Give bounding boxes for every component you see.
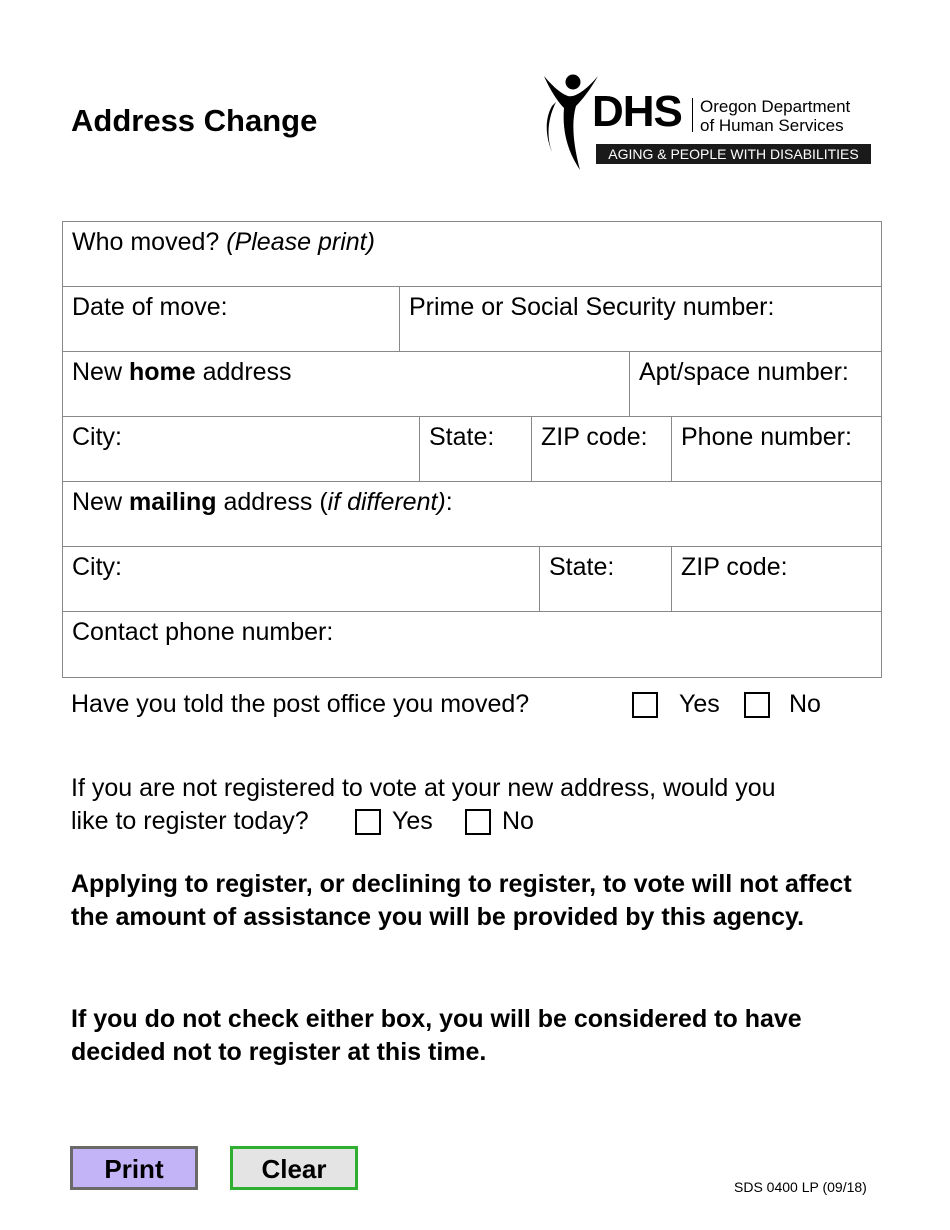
form-id: SDS 0400 LP (09/18): [734, 1179, 867, 1195]
mail-city-label: City:: [72, 553, 122, 581]
who-moved-field[interactable]: [63, 222, 881, 286]
voter-yes-label: Yes: [392, 807, 433, 835]
home-address-suffix: address: [202, 358, 292, 386]
mail-state-field[interactable]: [539, 547, 671, 611]
form-row-home-city: [63, 417, 881, 482]
form-row-home-address: [63, 352, 881, 417]
prime-ssn-label: Prime or Social Security number:: [409, 293, 775, 321]
clear-button[interactable]: Clear: [230, 1146, 358, 1190]
home-address-field[interactable]: [63, 352, 629, 416]
home-state-label: State:: [429, 423, 495, 451]
mailing-suffix: :: [445, 488, 453, 516]
mailing-prefix: New: [72, 488, 123, 516]
home-phone-label: Phone number:: [681, 423, 852, 451]
mailing-middle: address (: [223, 488, 328, 516]
mail-zip-label: ZIP code:: [681, 553, 788, 581]
prime-ssn-field[interactable]: [399, 287, 881, 351]
date-of-move-field[interactable]: [63, 287, 399, 351]
form-row-who-moved: [63, 222, 881, 287]
form-row-mailing-address: [63, 482, 881, 547]
logo-abbreviation: DHS: [592, 87, 682, 136]
home-state-field[interactable]: [419, 417, 531, 481]
form-row-contact-phone: [63, 612, 881, 677]
mailing-address-field[interactable]: [63, 482, 881, 546]
home-city-field[interactable]: [63, 417, 419, 481]
post-office-yes-checkbox[interactable]: [632, 692, 658, 718]
voter-no-checkbox[interactable]: [465, 809, 491, 835]
mail-zip-field[interactable]: [671, 547, 881, 611]
mailing-bold: mailing: [128, 488, 217, 516]
date-of-move-label: Date of move:: [72, 293, 228, 321]
mail-state-label: State:: [549, 553, 615, 581]
voter-question-line2: like to register today?: [71, 807, 309, 835]
apt-space-field[interactable]: [629, 352, 881, 416]
form-row-mail-city: [63, 547, 881, 612]
home-zip-field[interactable]: [531, 417, 671, 481]
voter-notice-no-check: If you do not check either box, you will be considered to have decided not to register at this time.: [71, 1005, 802, 1066]
person-figure-icon: [540, 72, 600, 172]
contact-phone-label: Contact phone number:: [72, 618, 334, 646]
who-moved-label: Who moved?: [72, 228, 220, 256]
home-phone-field[interactable]: [671, 417, 881, 481]
logo-divider: [692, 98, 693, 132]
home-address-prefix: New: [72, 358, 123, 386]
voter-notice-assistance: Applying to register, or declining to register, to vote will not affect the amount of assistance you will be provided by this agency.: [71, 870, 852, 931]
form-row-date-ssn: [63, 287, 881, 352]
mail-city-field[interactable]: [63, 547, 539, 611]
voter-no-label: No: [502, 807, 534, 835]
page-title: Address Change: [71, 103, 318, 138]
dhs-logo: [540, 72, 880, 172]
logo-org-line2: of Human Services: [700, 116, 844, 135]
address-form-table: [62, 221, 882, 678]
post-office-question: Have you told the post office you moved?: [71, 690, 530, 718]
voter-question-line1: If you are not registered to vote at your new address, would you: [71, 774, 776, 802]
home-zip-label: ZIP code:: [541, 423, 648, 451]
voter-yes-checkbox[interactable]: [355, 809, 381, 835]
print-button[interactable]: Print: [70, 1146, 198, 1190]
post-office-no-label: No: [789, 690, 821, 718]
home-city-label: City:: [72, 423, 122, 451]
post-office-no-checkbox[interactable]: [744, 692, 770, 718]
contact-phone-field[interactable]: [63, 612, 881, 677]
logo-banner: AGING & PEOPLE WITH DISABILITIES: [596, 144, 871, 164]
who-moved-hint: (Please print): [226, 228, 375, 256]
mailing-italic: if different): [327, 488, 446, 516]
logo-org-line1: Oregon Department: [700, 97, 851, 116]
home-address-bold: home: [128, 358, 196, 386]
post-office-yes-label: Yes: [679, 690, 720, 718]
apt-space-label: Apt/space number:: [639, 358, 849, 386]
